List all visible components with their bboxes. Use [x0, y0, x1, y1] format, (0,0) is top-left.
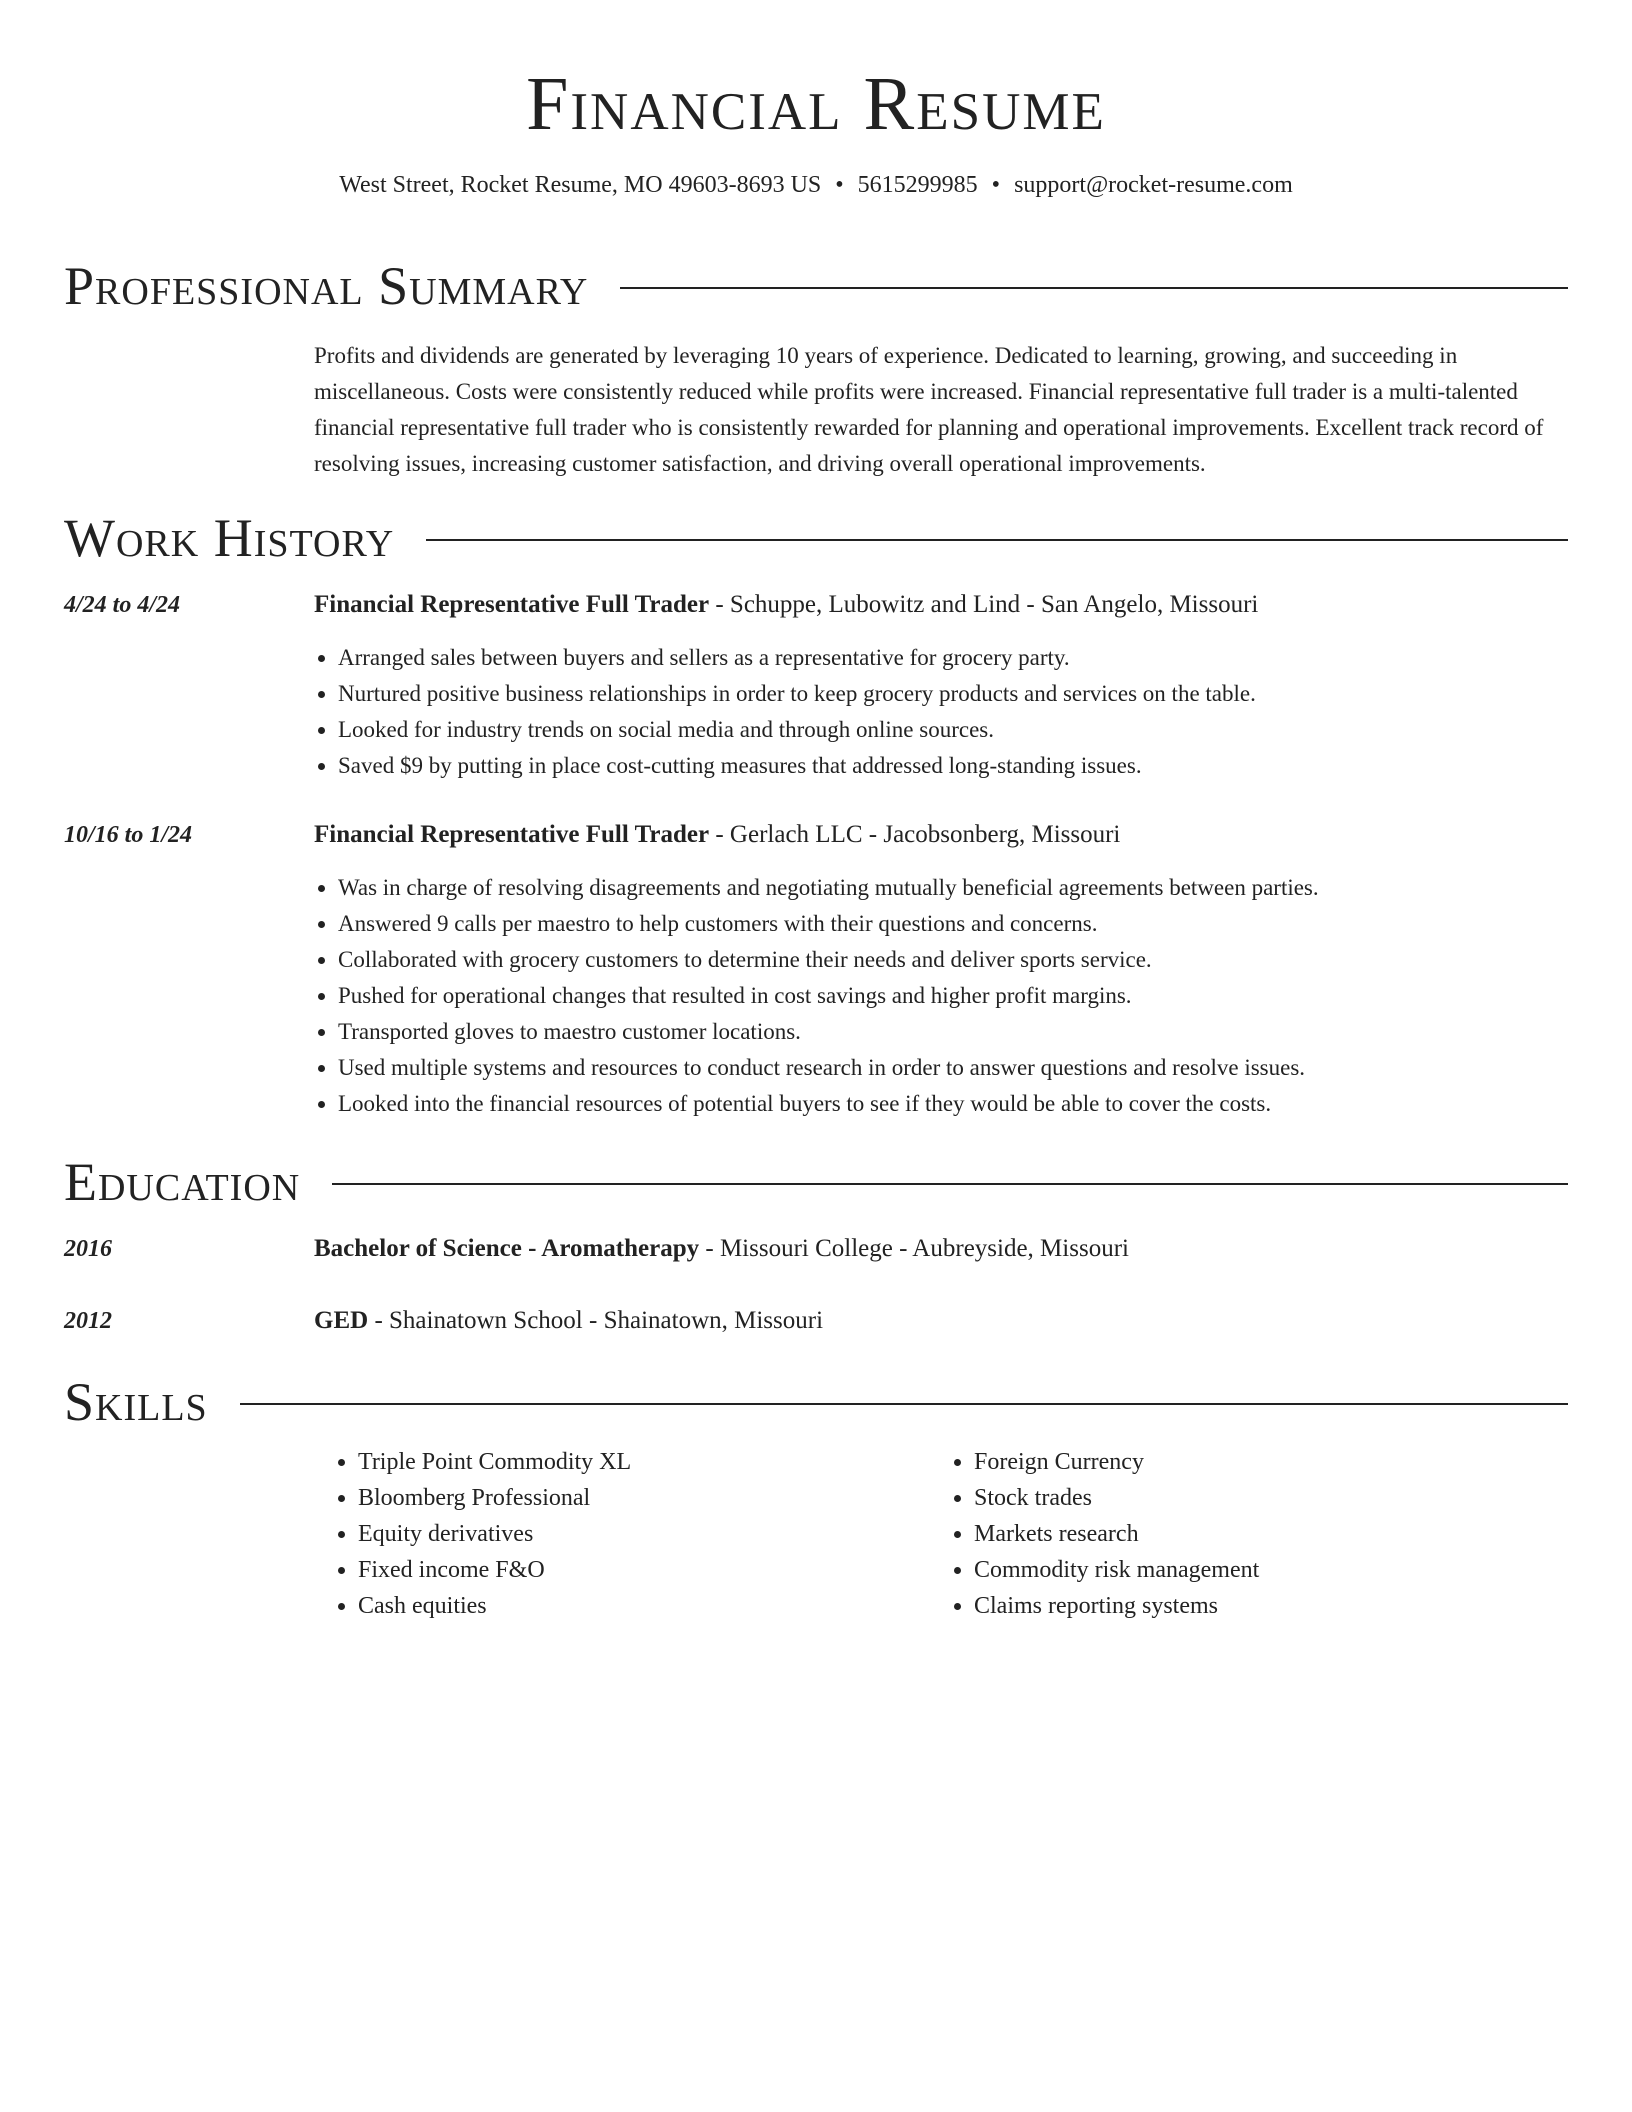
list-item: • Transported gloves to maestro customer locations.: [338, 1014, 1632, 1050]
skill-item: • Foreign Currency: [974, 1444, 1574, 1480]
contact-address: West Street, Rocket Resume, MO 49603-8693 US: [339, 172, 822, 198]
job-title-line: [314, 590, 1568, 620]
section-divider: [240, 1403, 1568, 1405]
list-item: • Looked into the financial resources of potential buyers to see if they would be able to cover the costs.: [338, 1086, 1632, 1122]
list-item: • Nurtured positive business relationships in order to keep grocery products and services on the table.: [338, 676, 1632, 712]
education-line: [314, 1234, 1568, 1264]
contact-separator: •: [991, 172, 1001, 198]
section-heading: Education: [64, 1152, 301, 1212]
education-date: 2012: [64, 1308, 112, 1334]
contact-phone: 5615299985: [857, 172, 978, 198]
list-item: • Pushed for operational changes that resulted in cost savings and higher profit margins.: [338, 978, 1632, 1014]
contact-line: [0, 170, 1632, 200]
summary-text: Profits and dividends are generated by leveraging 10 years of experience. Dedicated to learning, growing, and succeeding in miscellaneous. Costs were consistently reduced while profits were increased. Financial representative full trader is a multi-talented financial representative full trader who is consistently rewarded for planning and operational improvements. Excellent track record of resolving issues, increasing customer satisfaction, and driving overall operational improvements.: [314, 343, 1544, 476]
section-work-history: [64, 508, 1568, 568]
education-date: 2016: [64, 1236, 112, 1262]
list-item: • Answered 9 calls per maestro to help customers with their questions and concerns.: [338, 906, 1632, 942]
skill-item: • Fixed income F&O: [358, 1552, 918, 1588]
education-details: - Shainatown School - Shainatown, Missouri: [368, 1307, 824, 1334]
education-details: - Missouri College - Aubreyside, Missouri: [699, 1235, 1129, 1262]
skill-item: • Stock trades: [974, 1480, 1574, 1516]
contact-separator: •: [835, 172, 844, 198]
section-heading: Skills: [64, 1372, 208, 1432]
section-professional-summary: [64, 256, 1568, 316]
education-degree: GED: [314, 1307, 369, 1334]
job-date: 10/16 to 1/24: [64, 822, 193, 848]
list-item: • Looked for industry trends on social media and through online sources.: [338, 712, 1632, 748]
section-skills: [64, 1372, 1568, 1432]
section-divider: [426, 539, 1568, 541]
section-heading: Professional Summary: [64, 256, 589, 316]
job-date: 4/24 to 4/24: [64, 592, 181, 618]
skill-item: • Triple Point Commodity XL: [358, 1444, 918, 1480]
skill-item: • Markets research: [974, 1516, 1574, 1552]
skill-item: • Commodity risk management: [974, 1552, 1574, 1588]
list-item: • Was in charge of resolving disagreements and negotiating mutually beneficial agreements between parties.: [338, 870, 1632, 906]
skills-list-left: [314, 1444, 918, 1624]
job-title: Financial Representative Full Trader: [314, 821, 710, 848]
job-details: - Schuppe, Lubowitz and Lind - San Angelo, Missouri: [709, 591, 1259, 618]
education-degree: Bachelor of Science - Aromatherapy: [314, 1235, 700, 1262]
education-line: [314, 1306, 1568, 1336]
list-item: • Used multiple systems and resources to conduct research in order to answer questions and resolve issues.: [338, 1050, 1632, 1086]
skill-item: • Claims reporting systems: [974, 1588, 1574, 1624]
list-item: • Collaborated with grocery customers to determine their needs and deliver sports service.: [338, 942, 1632, 978]
skill-item: • Cash equities: [358, 1588, 918, 1624]
section-education: [64, 1152, 1568, 1212]
job-details: - Gerlach LLC - Jacobsonberg, Missouri: [709, 821, 1121, 848]
section-divider: [332, 1183, 1568, 1185]
job-bullets: [294, 640, 1632, 784]
resume-name: Financial Resume: [526, 62, 1106, 146]
skills-list-right: [930, 1444, 1574, 1624]
job-title-line: [314, 820, 1568, 850]
skill-item: • Equity derivatives: [358, 1516, 918, 1552]
list-item: • Saved $9 by putting in place cost-cutting measures that addressed long-standing issues.: [338, 748, 1632, 784]
section-heading: Work History: [64, 508, 395, 568]
list-item: • Arranged sales between buyers and sellers as a representative for grocery party.: [338, 640, 1632, 676]
skill-item: • Bloomberg Professional: [358, 1480, 918, 1516]
contact-email: support@rocket-resume.com: [1014, 172, 1293, 198]
section-divider: [620, 287, 1568, 289]
job-title: Financial Representative Full Trader: [314, 591, 710, 618]
job-bullets: [294, 870, 1632, 1122]
